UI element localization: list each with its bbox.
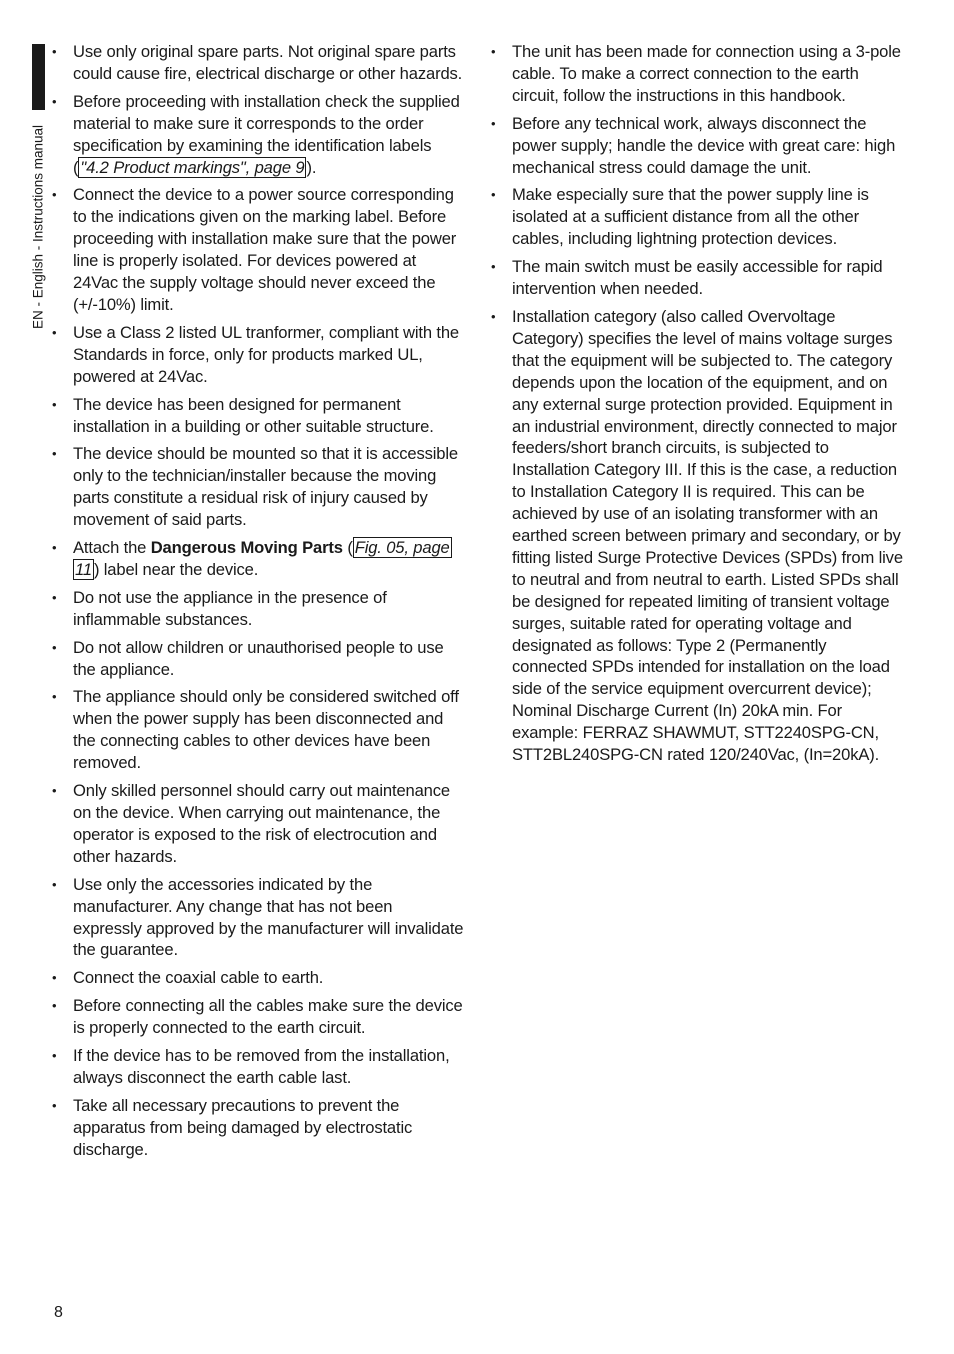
cross-reference-link[interactable]: Fig. 05, page 11 bbox=[75, 538, 450, 579]
list-item: • The main switch must be easily accessible for rapid intervention when needed. bbox=[491, 256, 903, 300]
list-item: • If the device has to be removed from the installation, always disconnect the earth cable last. bbox=[52, 1045, 464, 1089]
list-item: • Do not use the appliance in the presence of inflammable substances. bbox=[52, 587, 464, 631]
list-item: • Connect the coaxial cable to earth. bbox=[52, 967, 464, 989]
list-item: • Use a Class 2 listed UL tranformer, compliant with the Standards in force, only for products marked UL, powered at 24Vac. bbox=[52, 322, 464, 388]
list-item: • The device should be mounted so that it is accessible only to the technician/installer because the moving parts constitute a residual risk of injury caused by movement of said parts. bbox=[52, 443, 464, 531]
list-item: • Before connecting all the cables make sure the device is properly connected to the earth circuit. bbox=[52, 995, 464, 1039]
list-item: • Installation category (also called Overvoltage Category) specifies the level of mains voltage surges that the equipment will be subjected to. The category depends upon the location of the equipment, and on any external surge protection provided. Equipment in an industrial environment, directly connected to major feeders/short branch circuits, is subjected to Installation Category III. If this is the case, a reduction to Installation Category II is required. This can be achieved by use of an isolating transformer with an earthed screen between primary and secondary, or by fitting listed Surge Protective Devices (SPDs) from live to neutral and from neutral to earth. Listed SPDs shall be designed for repeated limiting of transient voltage surges, suitable rated for operating voltage and designated as follows: Type 2 (Permanently connected SPDs intended for installation on the load side of the service equipment overcurrent device); Nominal Discharge Current (In) 20kA min. For example: FERRAZ SHAWMUT, STT2240SPG-CN, STT2BL240SPG-CN rated 120/240Vac, (In=20kA). bbox=[491, 306, 903, 766]
list-item: • Take all necessary precautions to prevent the apparatus from being damaged by electrostatic discharge. bbox=[52, 1095, 464, 1161]
warning-label-name: Dangerous Moving Parts bbox=[150, 538, 343, 558]
list-item: • Use only original spare parts. Not original spare parts could cause fire, electrical discharge or other hazards. bbox=[52, 41, 464, 85]
left-column bbox=[52, 41, 464, 1167]
cross-reference-link[interactable]: "4.2 Product markings", page 9 bbox=[80, 157, 305, 177]
list-item: • Connect the device to a power source corresponding to the indications given on the marking label. Before proceeding with installation make sure that the power line is properly isolated. For devices powered at 24Vac the supply voltage should never exceed the (+/-10%) limit. bbox=[52, 184, 464, 315]
list-item: • Attach the Dangerous Moving Parts ( Fig. 05, page 11 ) label near the device. bbox=[52, 537, 464, 581]
list-item: • The device has been designed for permanent installation in a building or other suitable structure. bbox=[52, 394, 464, 438]
page-number: 8 bbox=[54, 1304, 63, 1321]
safety-list-right bbox=[491, 41, 903, 766]
section-marker-bar bbox=[32, 44, 45, 110]
list-item: • Before any technical work, always disconnect the power supply; handle the device with great care: high mechanical stress could damage the unit. bbox=[491, 113, 903, 179]
list-item: • Use only the accessories indicated by the manufacturer. Any change that has not been expressly approved by the manufacturer will invalidate the guarantee. bbox=[52, 874, 464, 962]
list-item: • The appliance should only be considered switched off when the power supply has been disconnected and the connecting cables to other devices have been removed. bbox=[52, 686, 464, 774]
list-item: • Do not allow children or unauthorised people to use the appliance. bbox=[52, 637, 464, 681]
list-item: • Only skilled personnel should carry out maintenance on the device. When carrying out maintenance, the operator is exposed to the risk of electrocution and other hazards. bbox=[52, 780, 464, 868]
safety-list-left bbox=[52, 41, 464, 1161]
list-item: • Before proceeding with installation check the supplied material to make sure it corresponds to the order specification by examining the identification labels ( "4.2 Product markings", page 9 ). bbox=[52, 91, 464, 179]
sidebar-language-label: EN - English - Instructions manual bbox=[30, 124, 46, 330]
list-item: • The unit has been made for connection using a 3-pole cable. To make a correct connection to the earth circuit, follow the instructions in this handbook. bbox=[491, 41, 903, 107]
right-column bbox=[491, 41, 903, 772]
list-item: • Make especially sure that the power supply line is isolated at a sufficient distance from all the other cables, including lightning protection devices. bbox=[491, 184, 903, 250]
